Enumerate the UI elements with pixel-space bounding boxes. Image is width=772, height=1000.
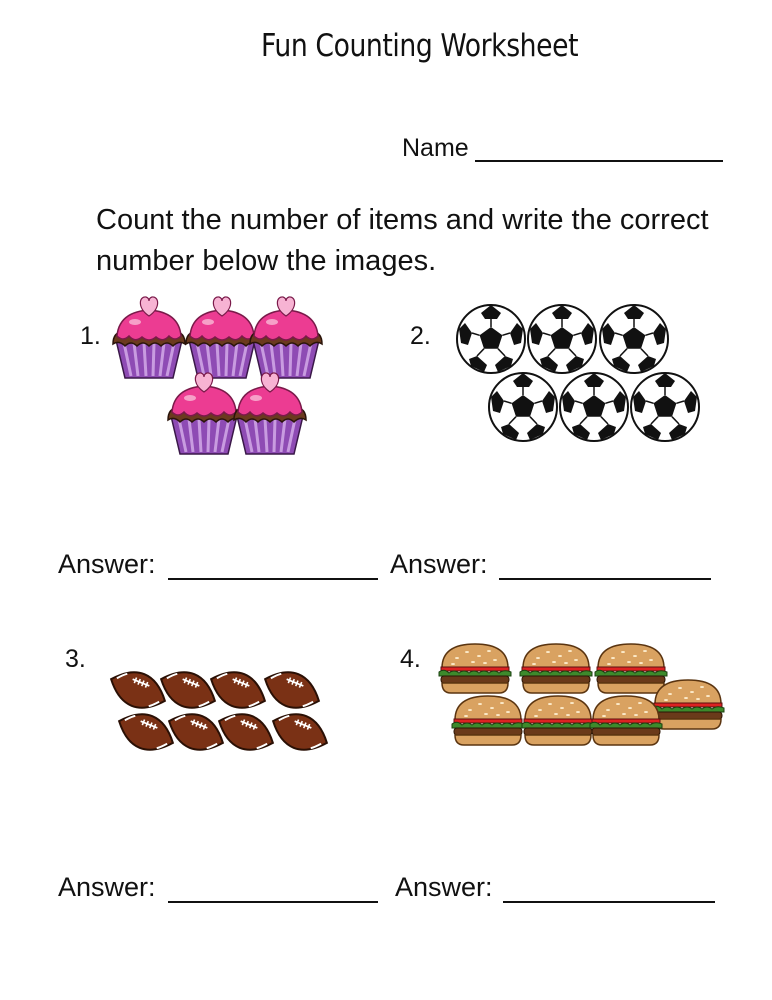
- cupcake-icon: [250, 297, 322, 378]
- football-icon: [213, 705, 280, 758]
- answer-2-line[interactable]: [499, 578, 711, 580]
- question-4-images: [430, 636, 730, 756]
- instructions: Count the number of items and write the correct number below the images.: [96, 204, 709, 277]
- question-1-number: 1.: [80, 322, 101, 350]
- hamburger-icon: [452, 696, 524, 745]
- question-3-number: 3.: [65, 645, 86, 673]
- question-4-number: 4.: [400, 645, 421, 673]
- soccer-ball-icon: [600, 305, 668, 373]
- soccer-ball-icon: [457, 305, 525, 373]
- soccer-ball-icon: [631, 373, 699, 441]
- cupcake-icon: [186, 297, 258, 378]
- question-3-images: [100, 660, 340, 760]
- answer-4-line[interactable]: [503, 901, 715, 903]
- hamburger-icon: [652, 680, 724, 729]
- football-icon: [163, 705, 230, 758]
- hamburger-icon: [522, 696, 594, 745]
- cupcake-icon: [113, 297, 185, 378]
- answer-3-label: Answer:: [58, 872, 156, 902]
- question-2-images: [450, 298, 710, 448]
- answer-4-label: Answer:: [395, 872, 493, 902]
- answer-1-label: Answer:: [58, 549, 156, 579]
- football-icon: [267, 705, 334, 758]
- name-input-line[interactable]: [475, 160, 723, 162]
- football-icon: [105, 663, 172, 716]
- soccer-ball-icon: [560, 373, 628, 441]
- football-icon: [205, 663, 272, 716]
- cupcake-icon: [234, 373, 306, 454]
- hamburger-icon: [590, 696, 662, 745]
- soccer-ball-icon: [528, 305, 596, 373]
- question-2-number: 2.: [410, 322, 431, 350]
- answer-3-line[interactable]: [168, 901, 378, 903]
- answer-2-label: Answer:: [390, 549, 488, 579]
- worksheet-title: Fun Counting Worksheet: [260, 28, 579, 64]
- football-icon: [113, 705, 180, 758]
- hamburger-icon: [595, 644, 667, 693]
- soccer-ball-icon: [489, 373, 557, 441]
- name-label: Name: [402, 134, 469, 162]
- hamburger-icon: [439, 644, 511, 693]
- hamburger-icon: [520, 644, 592, 693]
- answer-1-line[interactable]: [168, 578, 378, 580]
- cupcake-icon: [168, 373, 240, 454]
- football-icon: [155, 663, 222, 716]
- football-icon: [259, 663, 326, 716]
- question-1-images: [110, 292, 330, 457]
